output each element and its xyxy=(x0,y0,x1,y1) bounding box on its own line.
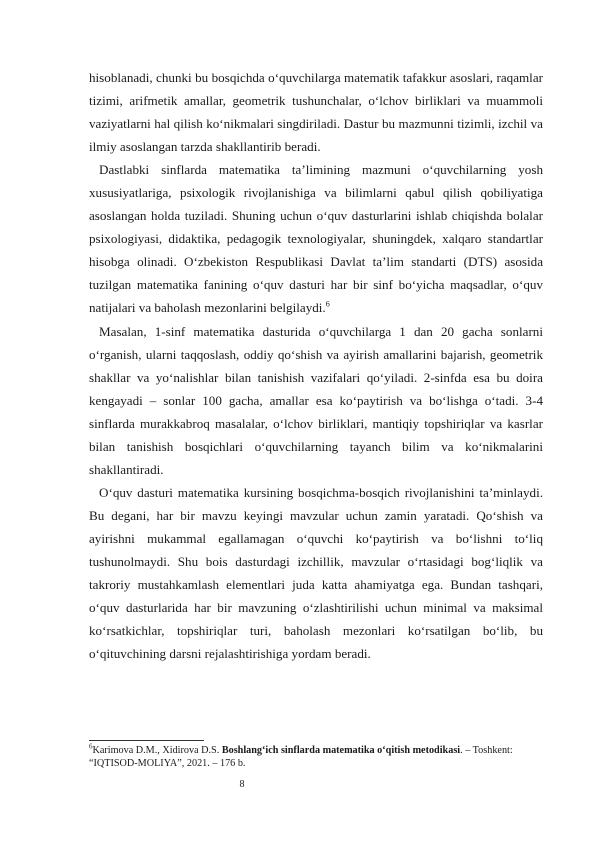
paragraph-4 xyxy=(89,481,543,665)
page-body xyxy=(89,66,543,665)
paragraph-2 xyxy=(89,158,543,319)
paragraph-1-text: hisoblanadi, chunki bu bosqichda o‘quvchilarga matematik tafakkur asoslari, raqamlar tizimi, arifmetik amallar, geometrik tushunchalar, o‘lchov birliklari va muammoli vaziyatlarni hal qilish ko‘nikmalari singdiriladi. Dastur bu mazmunni tizimli, izchil va ilmiy asoslangan tarzda shakllantirib beradi. xyxy=(89,70,543,155)
footnote-title: Boshlang‘ich sinflarda matematika o‘qitish metodikasi xyxy=(221,745,461,756)
page-number: 8 xyxy=(239,779,245,790)
paragraph-3-text: Masalan, 1-sinf matematika dasturida o‘quvchilarga 1 dan 20 gacha sonlarni o‘rganish, ularni taqqoslash, oddiy qo‘shish va ayirish amallarini bajarish, geometrik shakllar va yo‘nalishlar bilan tanishish vazifalari qo‘yiladi. 2-sinfda esa bu doira kengayadi – sonlar 100 gacha, amallar esa ko‘paytirish va bo‘lishga o‘tadi. 3-4 sinflarda murakkabroq masalalar, o‘lchov birliklari, mantiqiy topshiriqlar va kasrlar bilan tanishish bosqichlari o‘quvchilarning tayanch bilim va ko‘nikmalarini shakllantiradi. xyxy=(89,323,543,477)
paragraph-4-text: O‘quv dasturi matematika kursining bosqichma-bosqich rivojlanishini ta’minlaydi. Bu degani, har bir mavzu keyingi mavzular uchun zamin yaratadi. Qo‘shish va ayirishni mukammal egallamagan o‘quvchi ko‘paytirish va bo‘lishni to‘liq tushunolmaydi. Shu bois dasturdagi izchillik, mavzular o‘rtasidagi bog‘liqlik va takroriy mustahkamlash elementlari juda katta ahamiyatga ega. Bundan tashqari, o‘quv dasturlarida har bir mavzuning o‘zlashtirilishi uchun minimal va maksimal ko‘rsatkichlar, topshiriqlar turi, baholash mezonlari ko‘rsatilgan bo‘lib, bu o‘qituvchining darsni rejalashtirishiga yordam beradi. xyxy=(89,484,543,662)
footnote-publisher: . – Toshkent: “IQTISOD-MOLIYA”, 2021. – 176 b. xyxy=(89,745,513,769)
footnote-authors: Karimova D.M., Xidirova D.S. xyxy=(92,745,220,756)
paragraph-3 xyxy=(89,320,543,481)
footnote-separator xyxy=(89,740,204,741)
paragraph-1 xyxy=(89,66,543,158)
footnote-number: 6 xyxy=(89,742,93,751)
paragraph-2-text: Dastlabki sinflarda matematika ta’limining mazmuni o‘quvchilarning yosh xususiyatlariga, psixologik rivojlanishiga va bilimlarni qabul qilish qobiliyatiga asoslangan holda tuziladi. Shuning uchun o‘quv dasturlarini ishlab chiqishda bolalar psixologiyasi, didaktika, pedagogik texnologiyalar, shuningdek, xalqaro standartlar hisobga olinadi. O‘zbekiston Respublikasi Davlat ta’lim standarti (DTS) asosida tuzilgan matematika fanining o‘quv dasturi har bir sinf bo‘yicha maqsadlar, o‘quv natijalari va baholash mezonlarini belgilaydi. xyxy=(89,162,543,316)
footnote-reference[interactable]: 6 xyxy=(325,300,330,310)
footnote xyxy=(89,742,543,770)
